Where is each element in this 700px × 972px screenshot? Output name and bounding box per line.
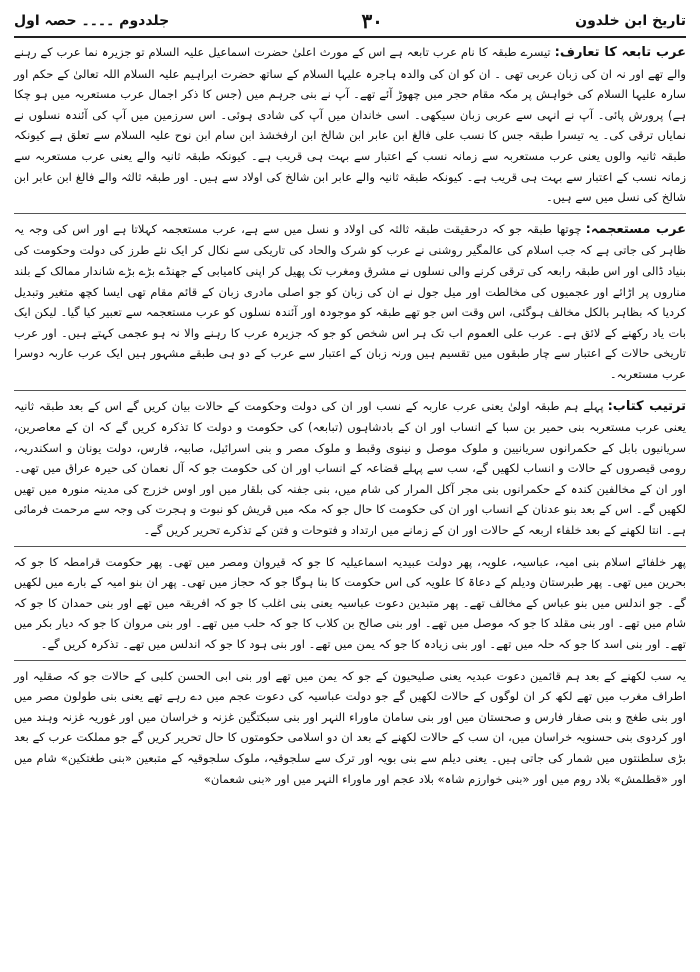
paragraph xyxy=(14,552,686,655)
paragraph-text: یہ سب لکھنے کے بعد ہم قائمین دعوت عبدیہ یعنی صلیحیون کے جو کہ یمن میں تھے اور بنی ابی الحسن کلبی کے حالات جو کہ صقلیہ اور اطراف مغرب میں تھے لکھ کر ان لوگوں کے حالات لکھیں گے جو دولت عباسیہ کی دعوت عجم میں دے رہے تھے یعنی بنی طولون مصر میں اور بنی طغج و بنی صفار فارس و صحستان میں اور بنی سامان ماوراء النہر اور بنی سبکتگین غزنہ و خراسان میں اور غوریہ غزنہ وہند میں اور کردوی بنی حسنویہ خراسان میں، ان سب کے حالات لکھنے کے بعد ان دو اسلامی حکومتوں کا حال تحریر کریں گے جو مملکت عرب کے بعد بڑی سلطنتوں میں شمار کی جاتی ہیں۔ یعنی دیلم سے بنی بویہ اور ترک سے سلجوقیہ، ملوک سلجوقیہ کے متبعین «بنی طغتکین» شام میں اور «قطلمش» بلاد روم میں اور «بنی خوارزم شاہ» بلاد عجم اور ماوراء النہر میں اور «بنی شعمان» xyxy=(14,668,686,786)
section-divider xyxy=(14,660,686,661)
section-later-dynasties xyxy=(14,666,686,790)
section-book-arrangement xyxy=(14,396,686,541)
section-heading: ترتیب کتاب: xyxy=(607,398,686,414)
section-divider xyxy=(14,213,686,214)
paragraph xyxy=(14,666,686,790)
section-heading: عرب مستعجمہ: xyxy=(585,221,686,237)
section-heading: عرب تابعہ کا تعارف: xyxy=(554,45,686,60)
paragraph xyxy=(14,42,686,208)
paragraph-text: تیسرے طبقہ کا نام عرب تابعہ ہے اس کے مورث اعلیٰ حضرت اسماعیل علیہ السلام تو جزیرہ نما عرب کے رہنے والے تھے اور نہ ان کی زبان عربی تھی ۔ ان کو ان کی والدہ ہاجرہ علیہا السلام کے ساتھ حضرت ابراہیم علیہ السلام اللہ تعالیٰ کے حکم اور سارہ علیہا السلام کی خواہش پر مکہ مقام حجر میں چھوڑ آئے تھے۔ آپ نے بنی جرہم میں (جس کا ذکر اجمال عرب مستعربہ میں ہو چکا ہے) پرورش پائی۔ آپ نے انہی سے عربی زبان سیکھی۔ اسی خاندان میں آپ کی شادی ہوئی۔ اس سرزمین میں آپ کی آئندہ نسلوں نے نمایاں ترقی کی۔ یہ تیسرا طبقہ جس کا نسب علی فالغ ابن عابر ابن شالخ ابن ارفخشذ ابن سام ابن نوح علیہ السلام سے تعلق ہے کیونکہ طبقہ ثانیہ والوں یعنی عرب مستعربہ سے زمانہ نسب کے اعتبار سے بہت ہی قریب ہے۔ کیونکہ طبقہ ثانیہ والے یعنی عرب مستعربہ سے زمانہ نسب کے اعتبار سے بہت ہی قریب ہے۔ کیونکہ طبقہ ثانیہ والے عابر ابن شالخ کی اولاد سے ہیں۔ اور طبقہ ثالثہ والے فالغ ابن عابر ابن شالخ کی نسل میں سے ہیں۔ xyxy=(14,45,686,205)
paragraph-text: پھر خلفائے اسلام بنی امیہ، عباسیہ، علویہ، پھر دولت عبیدیہ اسماعیلیہ کا جو کہ قیروان ومصر میں تھی۔ پھر حکومت قرامطہ کا جو کہ بحرین میں تھی۔ پھر طبرستان ودیلم کے دعاۃ کا علویہ کی اس حکومت کا بنا ہوگا جو کہ حجاز میں تھی۔ پھر ان بنو امیہ کے بارے میں لکھیں گے۔ جو اندلس میں بنو عباس کے مخالف تھے۔ پھر متبدین دعوت عباسیہ یعنی بنی اغلب کا جو کہ افریقہ میں تھے اور بنی حمدان کا جو کہ شام میں تھے۔ اور بنی مقلد کا جو کہ موصل میں تھے۔ اور بنی صالح بن کلاب کا جو کہ حلب میں تھے۔ اور بنی مروان کا جو کہ دیار بکر میں تھے۔ اور بنی اسد کا جو کہ حلہ میں تھے۔ اور بنی زیادہ کا جو کہ یمن میں تھے۔ اور بنی ہود کا جو کہ اندلس میں تھے۔ تذکرہ کریں گے۔ xyxy=(14,554,686,652)
paragraph-text: چوتھا طبقہ جو کہ درحقیقت طبقہ ثالثہ کی اولاد و نسل میں سے ہے، عرب مستعجمہ کہلاتا ہے اور اس کی وجہ یہ ظاہر کی جاتی ہے کہ جب اسلام کی عالمگیر روشنی نے عرب کو شرک والحاد کی تاریکی سے نکال کر ایک نئے طرز کی دولت وحکومت کی بنیاد ڈالی اور اس طبقہ رابعہ کی ترقی کرنے والی نسلوں نے مشرق ومغرب تک پھیل کر اپنی کامیابی کے جھنڈے بڑے بڑے شاندار ممالک کے بلند مناروں پر اڑائے اور عجمیوں کی مخالطت اور میل جول نے ان کی زبان کو جو اصلی مادری زبان کے قائم مقام تھی ایسا کچھ متغیر وتبدیل کردیا کہ بظاہر بالکل مخالف ہوگئی، اس وقت اس جو تھے طبقہ کو موجودہ اور آئندہ نسلوں کو عرب مستعجمہ سے تعبیر کیا گیا۔ لیکن ایک بات یاد رکھنے کے لائق ہے۔ عرب علی العموم اب تک ہر اس شخص کو جو کہ جزیرہ عرب کا رہنے والا نہ ہو عجمی کہتے ہیں۔ اور عرب تاریخی حالات کے اعتبار سے چار طبقوں میں تقسیم ہیں ورنہ زبان کے اعتبار سے عرب کے دو ہی طبقے مشہور ہیں ایک عرب عاربہ دوسرا عرب مستعربہ۔ xyxy=(14,221,686,381)
page-header xyxy=(14,8,686,34)
header-rule xyxy=(14,36,686,38)
section-caliphates xyxy=(14,552,686,655)
paragraph xyxy=(14,396,686,541)
book-title: تاریخ ابن خلدون xyxy=(575,13,686,29)
section-divider xyxy=(14,390,686,391)
paragraph xyxy=(14,219,686,385)
section-divider xyxy=(14,546,686,547)
section-arab-mustajama xyxy=(14,219,686,385)
page-number: ۳۰ xyxy=(361,9,383,33)
paragraph-text: پہلے ہم طبقہ اولیٰ یعنی عرب عاربہ کے نسب اور ان کی دولت وحکومت کے حالات بیان کریں گے اس کے بعد طبقہ ثانیہ یعنی عرب مستعربہ بنی حمیر بن سبا کے انساب اور ان کے بادشاہوں (تبابعہ) کی حکومت و دولت کا تذکرہ کریں گے کہ ان کے معاصرین، سریانیوں بابل کے حکمرانوں سریانیین و ملوک موصل و نینوی وقبط و ملوک مصر و بنی اسرائیل، صابیہ، فارس، دولت یونان و اسکندریہ، رومی قیصروں کے حالات و انساب لکھیں گے، سب سے پہلے قضاعہ کے انساب اور ان کی حکومت جو کہ آل نعمان کی حیرہ عراق میں تھی۔ اور ان کے مخالفین کندہ کے حکمرانوں بنی مجر آکل المرار کی شام میں، بنی جفنہ کی بلقار میں اور اوس خزرج کی مدینہ منورہ میں تھیں لکھیں گے۔ اس کے بعد بنو عدنان کے انساب اور ان کی حکومت کا حال جو کہ مکہ میں قریش کو نبوت و ہجرت کی وجہ سے مرحمت فرمائی ہے۔ انتا لکھنے کے بعد خلفاء اربعہ کے حالات اور ان کے زمانے میں ارتداد و فتوحات و فتن کے تذکرے تحریر کریں گے۔ xyxy=(14,398,686,538)
section-arab-tabia xyxy=(14,42,686,208)
volume-label: جلددوم ۔۔۔۔ حصہ اول xyxy=(14,13,170,29)
